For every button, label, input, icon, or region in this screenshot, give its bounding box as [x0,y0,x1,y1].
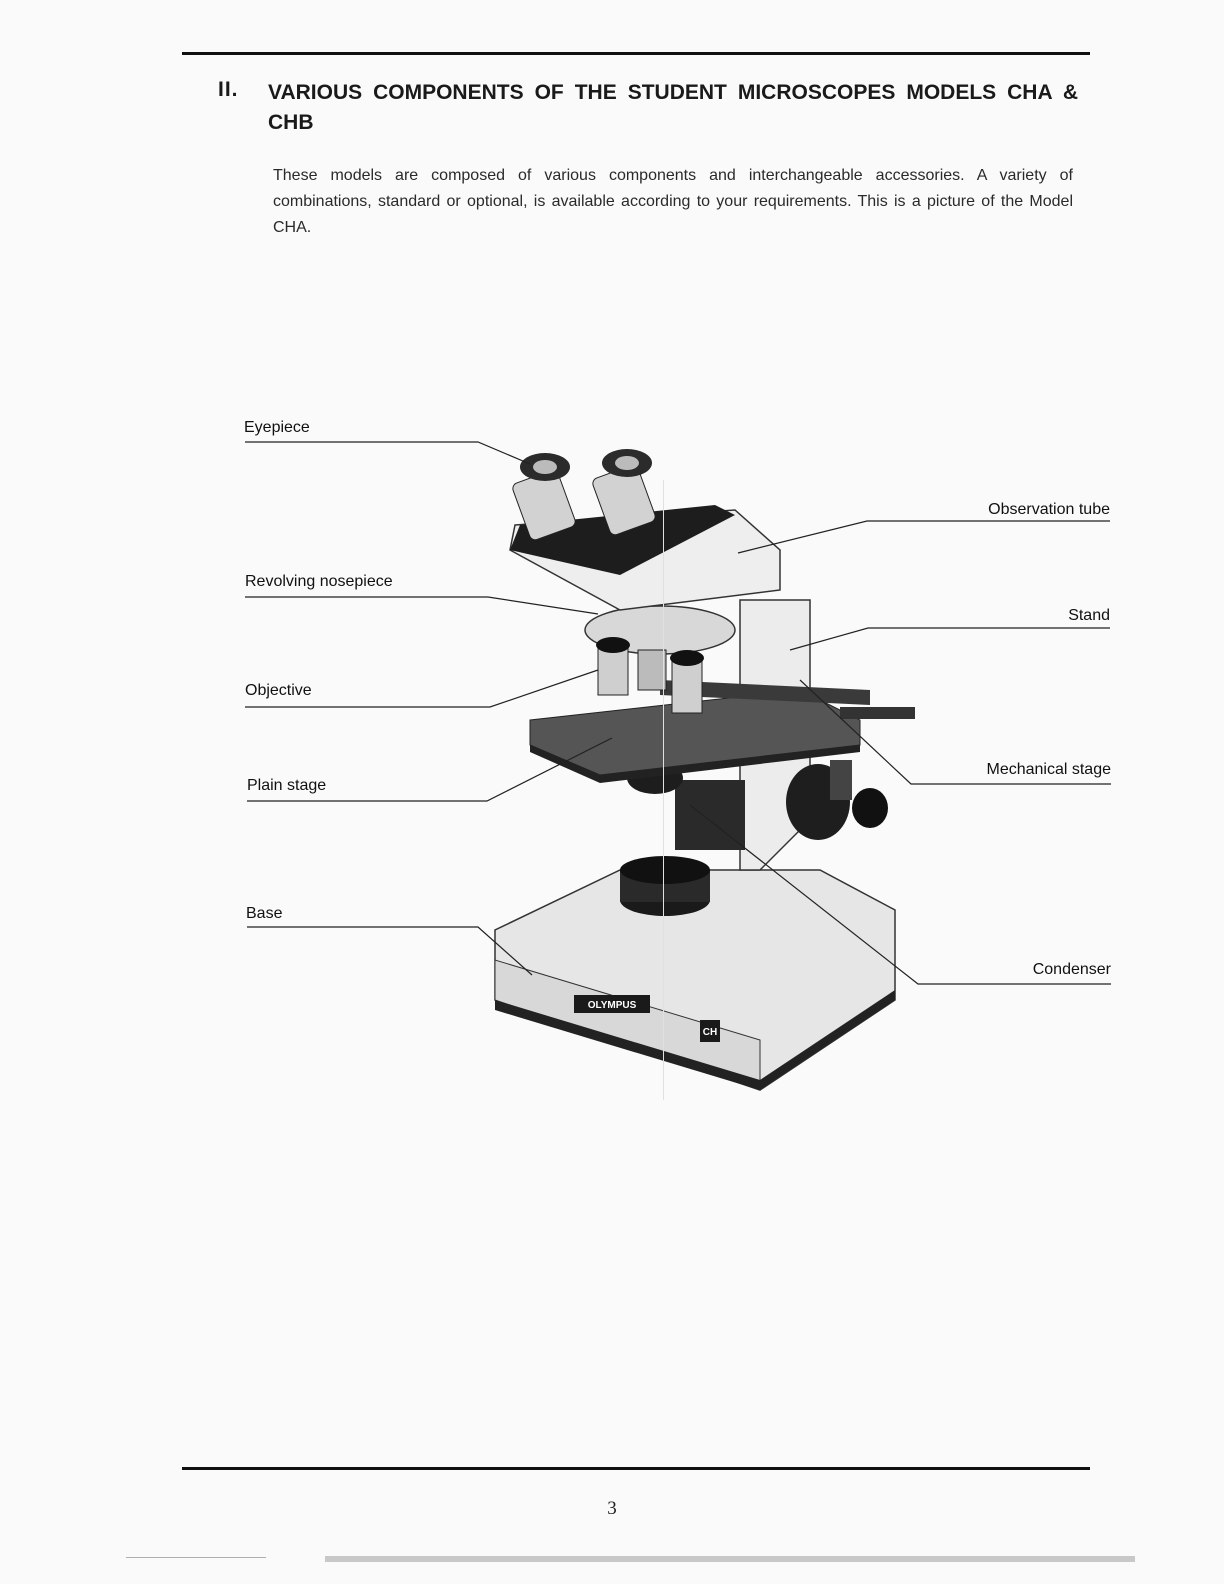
label-plain-stage: Plain stage [247,777,327,794]
section-number: II. [218,78,239,101]
leader-base [247,927,532,975]
section-title: VARIOUS COMPONENTS OF THE STUDENT MICROSCOPES MODELS CHA & CHB [268,81,1078,134]
leader-nosepiece [245,597,598,614]
page-number: 3 [607,1498,617,1519]
label-base: Base [246,905,283,922]
intro-paragraph: These models are composed of various components and interchangeable accessories. A variety of combinations, standard or optional, is available according to your requirements. This is a picture of the Model CHA. [273,167,1073,236]
model-badge-text: CH [702,1027,718,1038]
label-observation-tube: Observation tube [988,501,1110,518]
objective-shape-2 [672,658,702,713]
brand-name: OLYMPUS [587,1000,637,1011]
label-revolving-nosepiece: Revolving nosepiece [245,573,393,590]
scan-edge-mark [126,1557,266,1558]
scan-edge-shadow [325,1556,1135,1562]
label-condenser: Condenser [1032,961,1111,978]
microscope-diagram [0,400,1224,1120]
label-stand: Stand [1068,607,1110,624]
leader-observation-tube [738,521,1110,553]
label-eyepiece: Eyepiece [244,419,310,436]
label-objective: Objective [245,682,312,699]
page-gutter [663,480,664,1100]
top-rule [182,52,1090,55]
label-mechanical-stage: Mechanical stage [986,761,1111,778]
leader-eyepiece [245,442,530,464]
bottom-rule [182,1467,1090,1470]
leader-stand [790,628,1110,650]
